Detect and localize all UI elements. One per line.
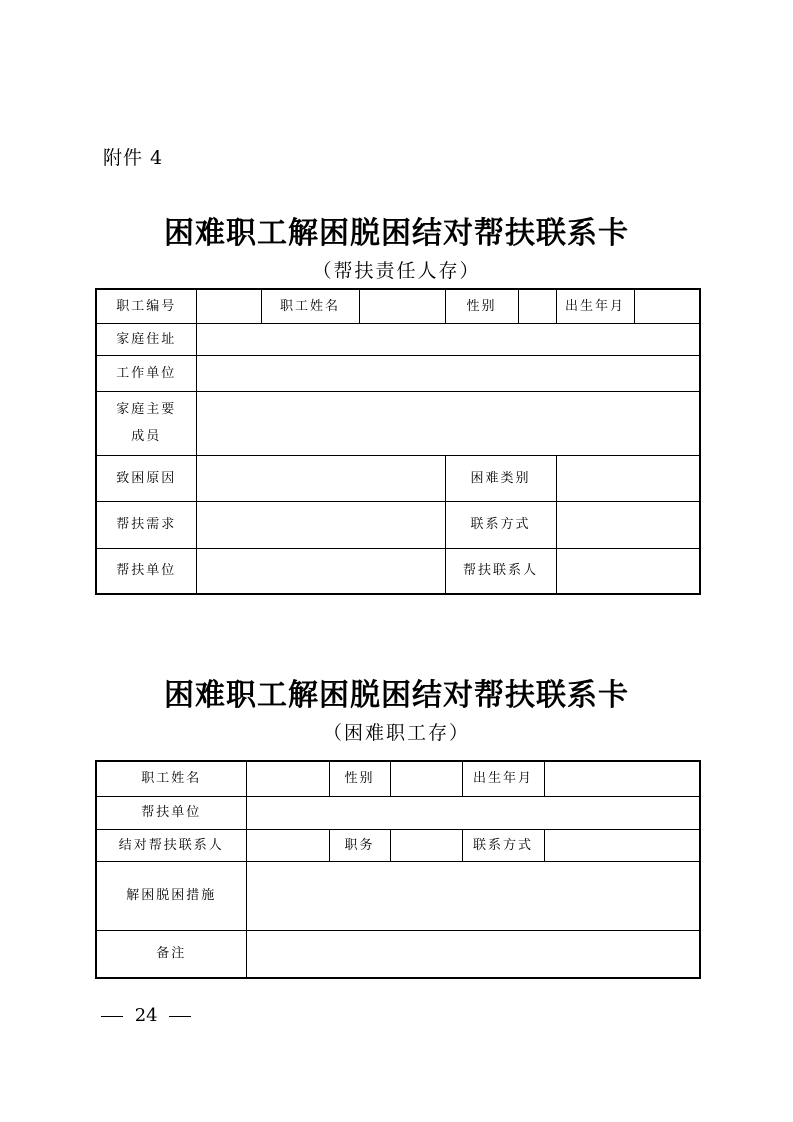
value-help-needs[interactable] [196, 501, 445, 548]
label-family-members-line2: 成员 [131, 429, 162, 444]
label-employee-number: 职工编号 [96, 289, 196, 323]
page-dash-left [101, 1016, 123, 1017]
label-birth-date-2: 出生年月 [462, 761, 544, 796]
value-position[interactable] [390, 829, 462, 861]
value-measures[interactable] [246, 861, 700, 930]
card1-title: 困难职工解困脱困结对帮扶联系卡 [164, 216, 629, 251]
card2-title: 困难职工解困脱困结对帮扶联系卡 [164, 678, 629, 713]
page-number-text: 24 [134, 1005, 158, 1026]
label-employee-name: 职工姓名 [261, 289, 359, 323]
value-poverty-cause[interactable] [196, 455, 445, 501]
card1-table [95, 288, 701, 595]
value-employee-number[interactable] [196, 289, 261, 323]
label-employee-name-2: 职工姓名 [96, 761, 246, 796]
value-help-unit[interactable] [196, 548, 445, 594]
card2-table [95, 760, 701, 979]
value-contact-method-2[interactable] [544, 829, 700, 861]
label-family-members [96, 391, 196, 455]
card1-subtitle: （帮扶责任人存） [312, 260, 481, 282]
label-help-contact: 帮扶联系人 [445, 548, 556, 594]
value-birth-date-2[interactable] [544, 761, 700, 796]
page-dash-right [169, 1016, 191, 1017]
label-birth-date: 出生年月 [556, 289, 634, 323]
card2-subtitle: （困难职工存） [322, 722, 470, 744]
value-pair-contact[interactable] [246, 829, 329, 861]
label-help-needs: 帮扶需求 [96, 501, 196, 548]
value-employee-name-2[interactable] [246, 761, 329, 796]
value-help-unit-2[interactable] [246, 796, 700, 829]
value-help-contact[interactable] [556, 548, 700, 594]
label-home-address: 家庭住址 [96, 323, 196, 355]
label-poverty-cause: 致困原因 [96, 455, 196, 501]
value-gender[interactable] [518, 289, 556, 323]
label-pair-contact: 结对帮扶联系人 [96, 829, 246, 861]
value-gender-2[interactable] [390, 761, 462, 796]
label-remarks: 备注 [96, 930, 246, 978]
value-employee-name[interactable] [359, 289, 445, 323]
label-gender: 性别 [445, 289, 518, 323]
attachment-label: 附件 4 [103, 147, 164, 169]
value-birth-date[interactable] [634, 289, 700, 323]
value-work-unit[interactable] [196, 355, 700, 391]
value-contact-method[interactable] [556, 501, 700, 548]
label-help-unit-2: 帮扶单位 [96, 796, 246, 829]
label-help-unit: 帮扶单位 [96, 548, 196, 594]
value-family-members[interactable] [196, 391, 700, 455]
label-contact-method: 联系方式 [445, 501, 556, 548]
value-home-address[interactable] [196, 323, 700, 355]
label-work-unit: 工作单位 [96, 355, 196, 391]
label-family-members-line1: 家庭主要 [116, 402, 177, 417]
label-position: 职务 [329, 829, 390, 861]
label-difficulty-type: 困难类别 [445, 455, 556, 501]
page-number [101, 1005, 191, 1026]
value-remarks[interactable] [246, 930, 700, 978]
label-gender-2: 性别 [329, 761, 390, 796]
label-measures: 解困脱困措施 [96, 861, 246, 930]
label-contact-method-2: 联系方式 [462, 829, 544, 861]
value-difficulty-type[interactable] [556, 455, 700, 501]
